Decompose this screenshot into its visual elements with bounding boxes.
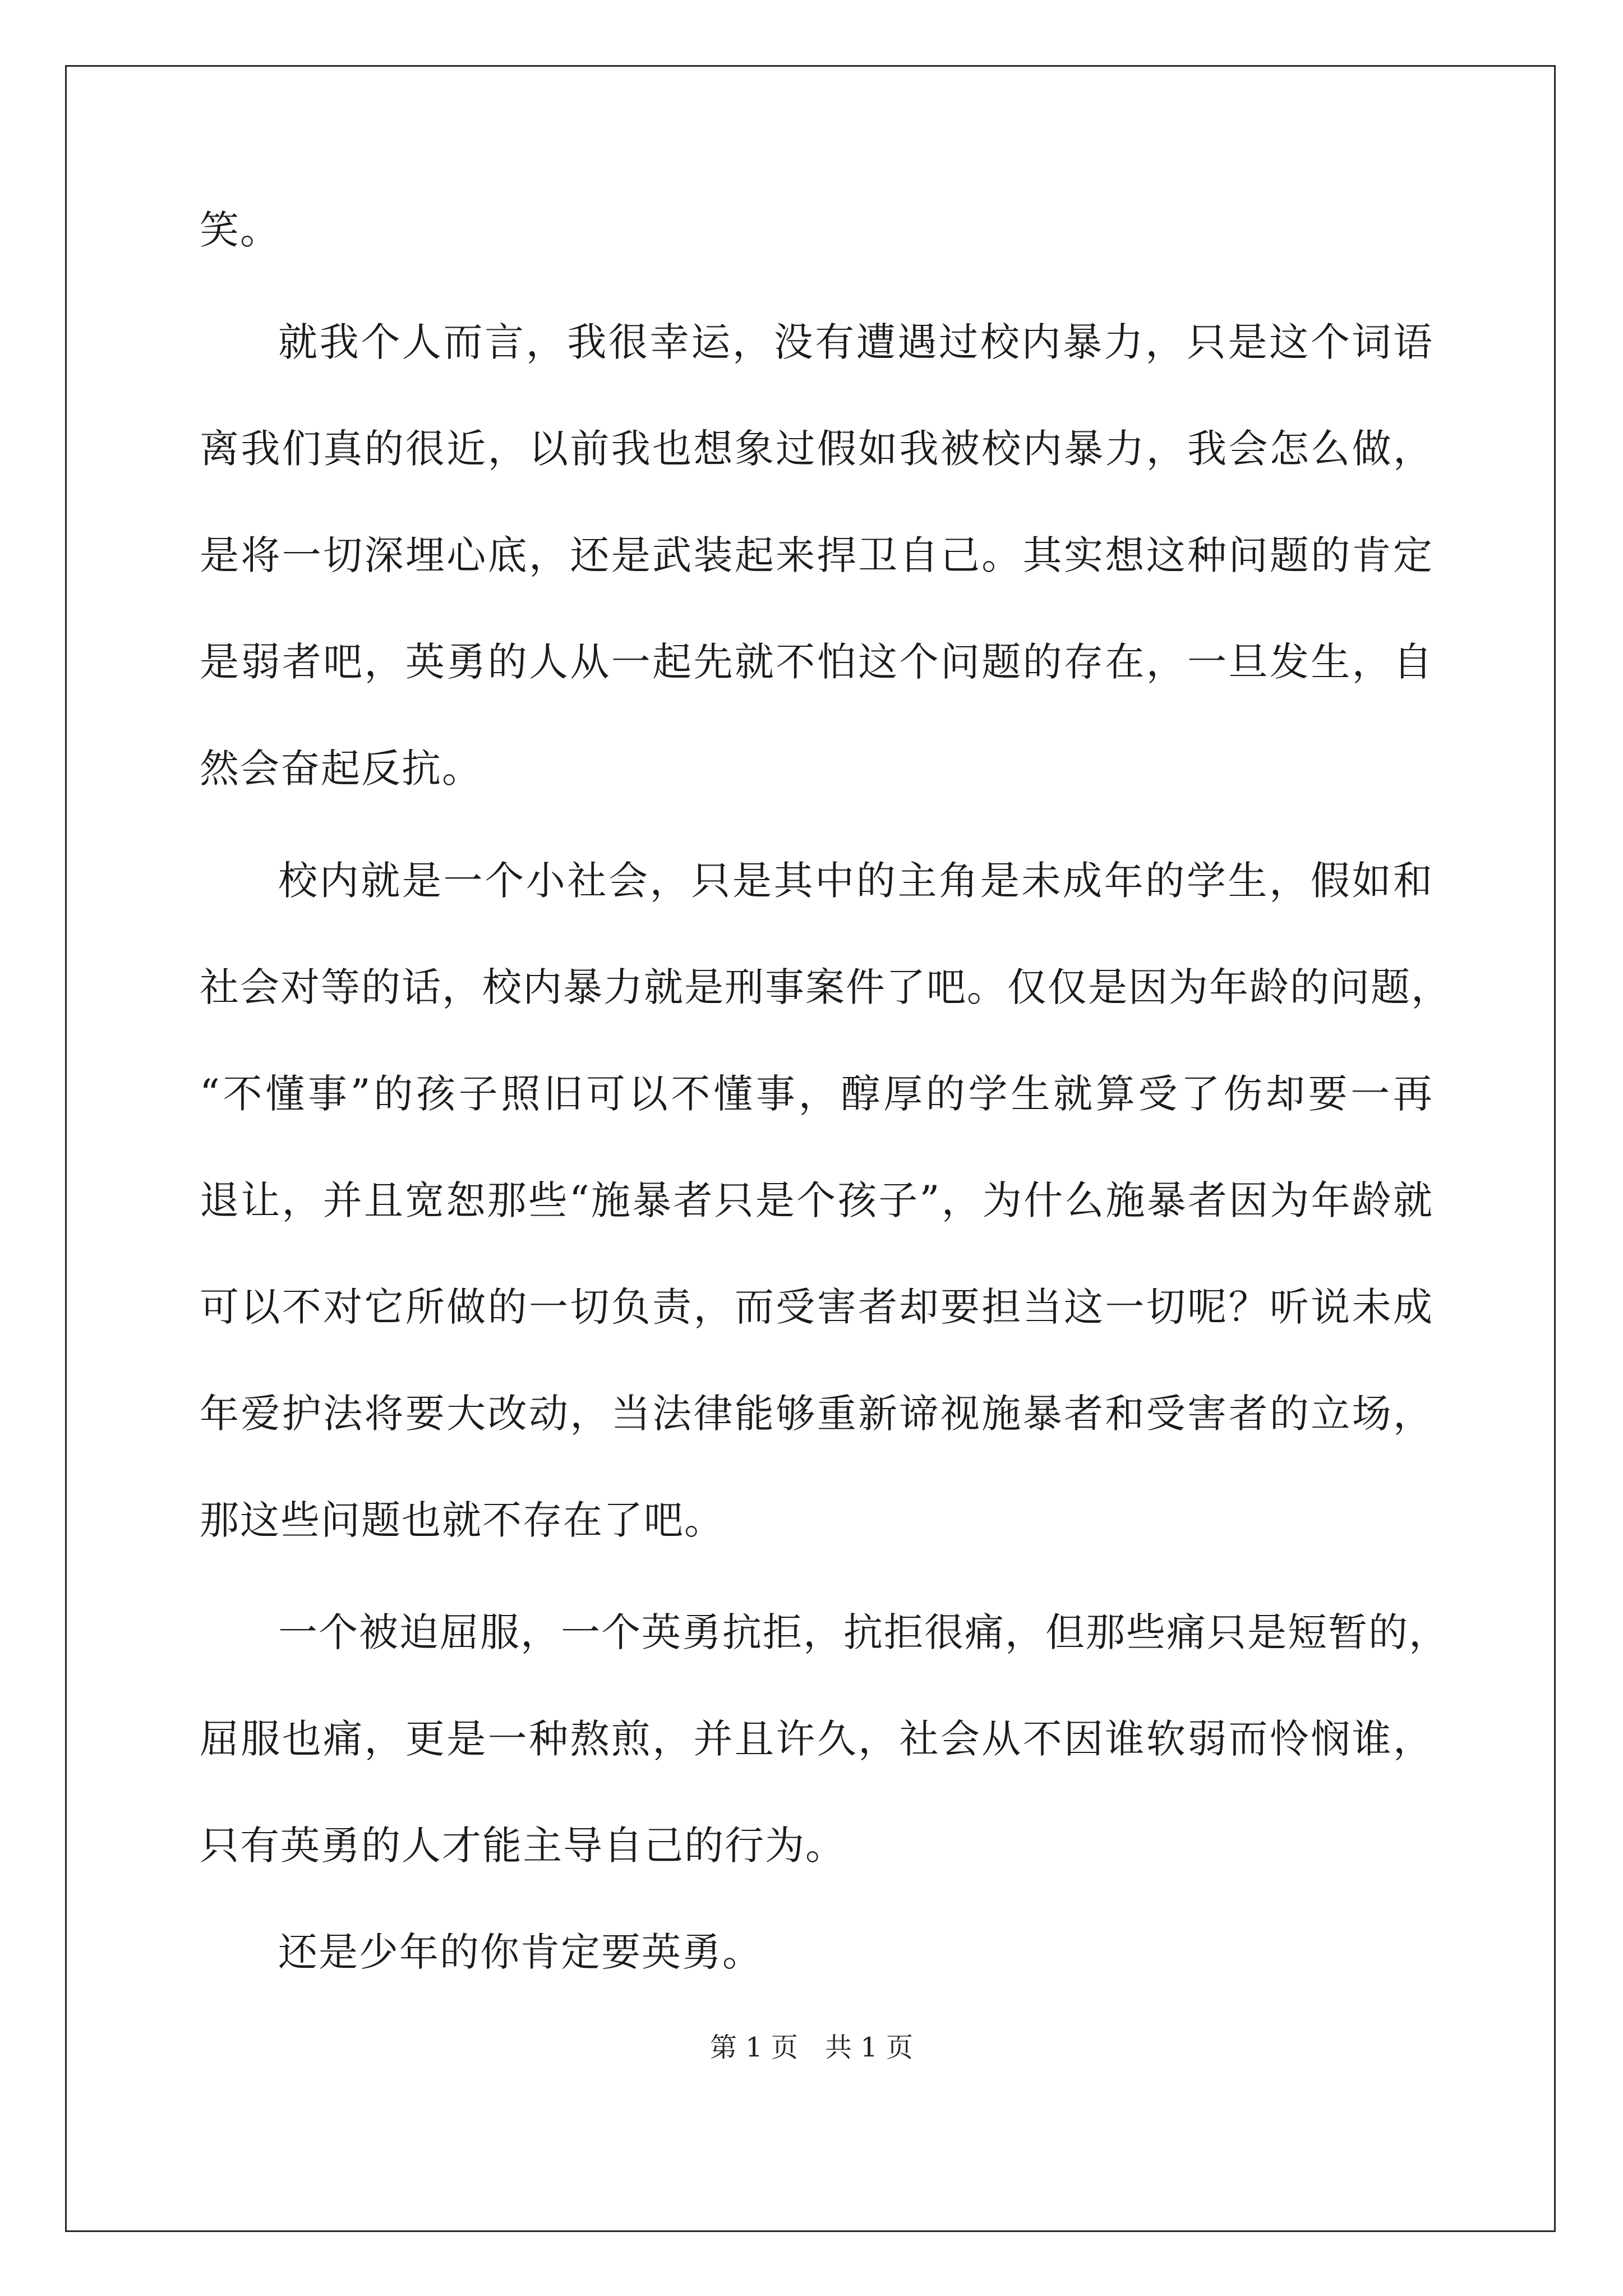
text-line: 屈服也痛，更是一种熬煎，并且许久，社会从不因谁软弱而怜悯谁， [200,1716,1433,1762]
text-line: “不懂事”的孩子照旧可以不懂事，醇厚的学生就算受了伤却要一再 [200,1071,1433,1117]
text-line: 就我个人而言，我很幸运，没有遭遇过校内暴力，只是这个词语 [278,319,1433,365]
text-line: 那这些问题也就不存在了吧。 [200,1497,725,1543]
text-line: 还是少年的你肯定要英勇。 [278,1929,763,1975]
text-line: 是弱者吧，英勇的人从一起先就不怕这个问题的存在，一旦发生，自 [200,639,1433,685]
text-line: 笑。 [200,207,280,253]
page-border [65,65,1556,2232]
text-line: 社会对等的话，校内暴力就是刑事案件了吧。仅仅是因为年龄的问题， [200,964,1451,1010]
text-line: 可以不对它所做的一切负责，而受害者却要担当这一切呢？听说未成 [200,1284,1433,1330]
text-line: 然会奋起反抗。 [200,746,482,792]
text-line: 退让，并且宽恕那些“施暴者只是个孩子”，为什么施暴者因为年龄就 [200,1177,1433,1223]
text-line: 只有英勇的人才能主导自己的行为。 [200,1823,846,1869]
text-line: 年爱护法将要大改动，当法律能够重新谛视施暴者和受害者的立场， [200,1391,1433,1437]
page-number: 第 1 页 共 1 页 [709,2032,914,2063]
text-line: 校内就是一个小社会，只是其中的主角是未成年的学生，假如和 [278,858,1433,904]
text-line: 是将一切深埋心底，还是武装起来捍卫自己。其实想这种问题的肯定 [200,532,1433,578]
text-line: 一个被迫屈服，一个英勇抗拒，抗拒很痛，但那些痛只是短暂的， [278,1609,1449,1655]
text-line: 离我们真的很近，以前我也想象过假如我被校内暴力，我会怎么做， [200,426,1433,472]
